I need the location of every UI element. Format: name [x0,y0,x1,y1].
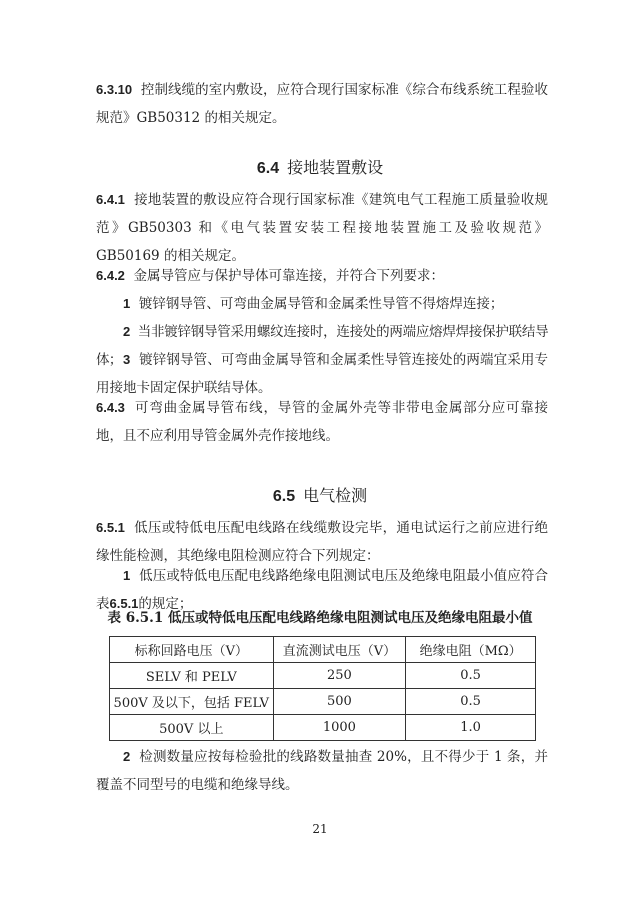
table-row [110,689,536,715]
clause-number: 6.3.10 [96,82,133,97]
table-cell: 500V 及以下，包括 FELV [110,689,274,715]
clause-number: 6.4.2 [96,268,125,283]
section-heading-6-4 [0,154,640,183]
section-heading-6-5 [0,482,640,511]
clause-text: 金属导管应与保护导体可靠连接，并符合下列要求： [133,268,445,284]
table-cell: 250 [273,663,406,689]
clause-text: 控制线缆的室内敷设，应符合现行国家标准《综合布线系统工程验收规范》GB50312 的相关规定。 [96,82,548,126]
table-row [110,715,536,741]
table-cell: 500 [273,689,406,715]
item-number: 1 [123,296,131,311]
table-cell: 500V 以上 [110,715,274,741]
table-cell: 1000 [273,715,406,741]
list-item [96,743,548,799]
table-cell: 1.0 [406,715,536,741]
clause-6-4-3 [96,394,548,450]
item-number: 3 [123,352,131,367]
clause-text: 可弯曲金属导管布线，导管的金属外壳等非带电金属部分应可靠接地，且不应利用导管金属外壳作接地线。 [96,400,548,444]
section-title: 电气检测 [303,486,368,505]
clause-6-3-10 [96,76,548,132]
page-number: 21 [312,822,328,836]
clause-number: 6.4.3 [96,400,125,415]
table-cell: SELV 和 PELV [110,663,274,689]
table-caption [0,606,640,630]
clause-6-4-2 [96,262,548,290]
item-number: 2 [123,324,130,339]
table-header-cell: 直流测试电压（V） [273,637,406,663]
table-reference: 6.5.1 [109,596,139,611]
table-header-row [110,637,536,663]
table-cell: 0.5 [406,663,536,689]
section-number: 6.5 [272,488,296,505]
section-title: 接地装置敷设 [287,158,384,177]
item-number: 2 [123,749,131,764]
item-text: 检测数量应按每检验批的线路数量抽查 20%，且不得少于 1 条，并覆盖不同型号的电缆和绝缘导线。 [96,749,548,793]
item-text: 当非镀锌钢导管采用螺纹连接时，连接处的两端应熔焊焊接保护联结导体； [96,324,548,368]
table-caption-number: 表 6.5.1 [107,610,164,626]
clause-number: 6.5.1 [96,520,125,535]
clause-text: 低压或特低电压配电线路在线缆敷设完毕，通电试运行之前应进行绝缘性能检测，其绝缘电阻检测应符合下列规定： [96,520,548,564]
clause-text: 接地装置的敷设应符合现行国家标准《建筑电气工程施工质量验收规范》GB50303 和《电气装置安装工程接地装置施工及验收规范》GB50169 的相关规定。 [96,192,548,264]
item-text: 镀锌钢导管、可弯曲金属导管和金属柔性导管不得熔焊连接； [138,296,504,312]
table-header-cell: 标称回路电压（V） [110,637,274,663]
section-number: 6.4 [256,160,280,177]
list-item [96,290,548,318]
insulation-resistance-table [109,636,536,741]
item-text-end: 的规定； [138,596,193,612]
table-cell: 0.5 [406,689,536,715]
table-row [110,663,536,689]
clause-6-4-1 [96,186,548,270]
table-caption-text: 低压或特低电压配电线路绝缘电阻测试电压及绝缘电阻最小值 [167,610,533,626]
clause-number: 6.4.1 [96,192,125,207]
item-text: 镀锌钢导管、可弯曲金属导管和金属柔性导管连接处的两端宜采用专用接地卡固定保护联结导体。 [96,352,548,396]
table-header-cell: 绝缘电阻（MΩ） [406,637,536,663]
item-number: 1 [123,568,131,583]
item-text: 低压或特低电压配电线路绝缘电阻测试电压及绝缘电阻最小值应符合表 [96,568,548,612]
